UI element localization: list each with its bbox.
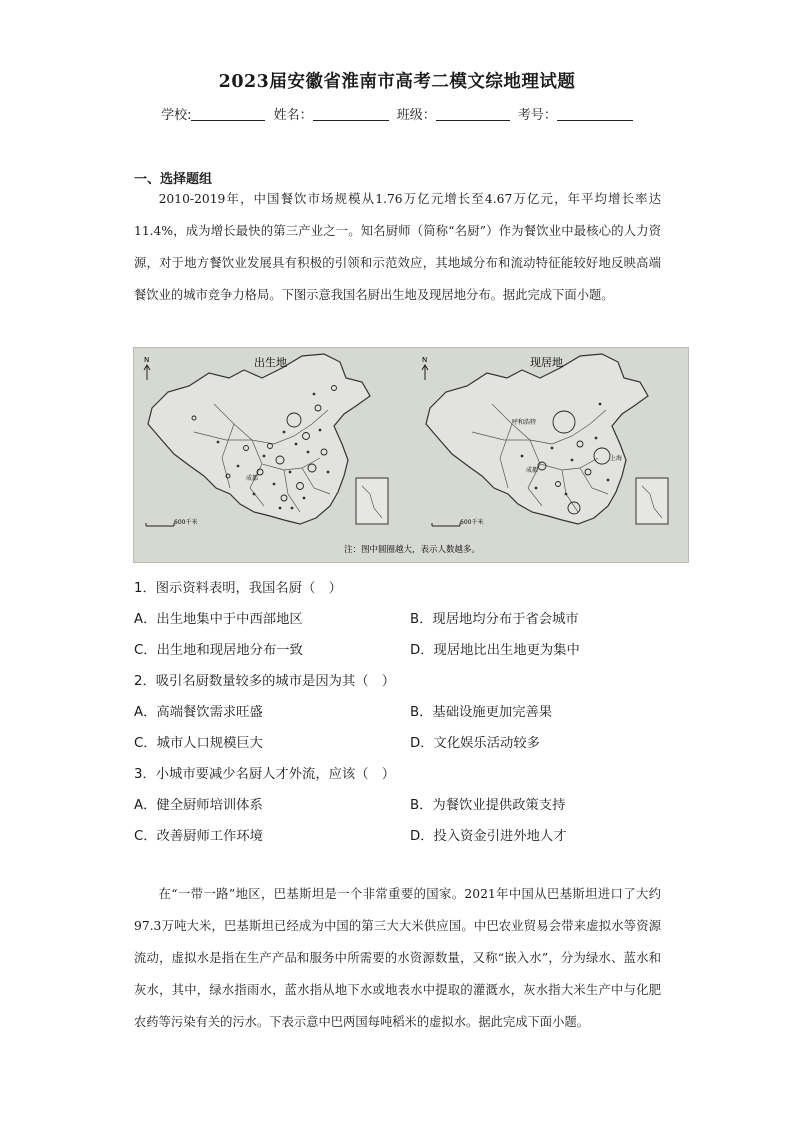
question-3-stem: 3．小城市要减少名厨人才外流，应该（ ）	[134, 767, 396, 782]
question-2-option-a[interactable]: A．高端餐饮需求旺盛	[134, 705, 263, 720]
student-info-line	[0, 104, 794, 123]
question-1-option-b[interactable]: B．现居地均分布于省会城市	[410, 612, 579, 627]
right-map-title: 现居地	[530, 356, 563, 369]
section-title: 一、选择题组	[134, 172, 213, 187]
scale-bar-left	[146, 523, 174, 526]
scale-bar-right	[432, 523, 460, 526]
question-1-stem: 1．图示资料表明，我国名厨（ ）	[134, 581, 342, 596]
passage-1: 2010-2019年，中国餐饮市场规模从1.76万亿元增长至4.67万亿元，年平均增长率达11.4%，成为增长最快的第三产业之一。知名厨师（简称“名厨”）作为餐饮业中最核心的人力资源，对于地方餐饮业发展具有积极的引领和示范效应，其地域分布和流动特征能较好地反映高端餐饮业的城市竞争力格局。下图示意我国名厨出生地及现居地分布。据此完成下面小题。	[134, 192, 661, 302]
north-label-left: N	[144, 356, 150, 364]
question-1-option-c[interactable]: C．出生地和现居地分布一致	[134, 643, 303, 658]
right-label-shanghai: 上海	[610, 455, 623, 462]
question-1-option-d[interactable]: D．现居地比出生地更为集中	[410, 643, 580, 658]
examno-label: 考号：	[517, 108, 557, 123]
question-2-option-c[interactable]: C．城市人口规模巨大	[134, 736, 263, 751]
class-label: 班级：	[396, 108, 436, 123]
examno-field	[518, 104, 633, 123]
school-blank[interactable]	[191, 106, 265, 121]
figure-note: 注：图中圆圈越大，表示人数越多。	[344, 545, 481, 555]
map-figure	[133, 347, 689, 563]
question-2-option-d[interactable]: D．文化娱乐活动较多	[410, 736, 540, 751]
left-label-chengdu: 成都	[246, 475, 259, 482]
examno-blank[interactable]	[557, 106, 633, 121]
north-arrow-left-icon	[144, 365, 150, 380]
question-1-option-a[interactable]: A．出生地集中于中西部地区	[134, 612, 303, 627]
name-field	[274, 104, 389, 123]
question-2-stem: 2．吸引名厨数量较多的城市是因为其（ ）	[134, 674, 396, 689]
scale-label-right: 600千米	[460, 519, 484, 526]
school-label: 学校:	[161, 108, 192, 123]
china-distribution-maps	[134, 348, 688, 562]
question-3-option-c[interactable]: C．改善厨师工作环境	[134, 829, 263, 844]
name-label: 姓名：	[273, 108, 313, 123]
school-field	[161, 104, 265, 123]
class-blank[interactable]	[436, 106, 510, 121]
north-arrow-right-icon	[422, 365, 428, 380]
class-field	[397, 104, 510, 123]
right-label-hohhot: 呼和浩特	[512, 419, 537, 426]
left-map-title: 出生地	[254, 356, 287, 369]
right-label-chengdu: 成都	[526, 467, 539, 474]
question-2-option-b[interactable]: B．基础设施更加完善果	[410, 705, 553, 720]
china-outline-left	[148, 354, 370, 524]
exam-title: 2023届安徽省淮南市高考二模文综地理试题	[218, 72, 576, 92]
scale-label-left: 600千米	[174, 519, 198, 526]
name-blank[interactable]	[313, 106, 389, 121]
china-outline-right	[426, 354, 648, 524]
birthplace-map	[144, 354, 388, 526]
question-3-option-b[interactable]: B．为餐饮业提供政策支持	[410, 798, 566, 813]
question-3-option-d[interactable]: D．投入资金引进外地人才	[410, 829, 567, 844]
question-3-option-a[interactable]: A．健全厨师培训体系	[134, 798, 263, 813]
passage-2: 在“一带一路”地区，巴基斯坦是一个非常重要的国家。2021年中国从巴基斯坦进口了大约97.3万吨大米，巴基斯坦已经成为中国的第三大大米供应国。中巴农业贸易会带来虚拟水等资源流动，虚拟水是指在生产产品和服务中所需要的水资源数量，又称“嵌入水”，分为绿水、蓝水和灰水，其中，绿水指雨水，蓝水指从地下水或地表水中提取的灌溉水，灰水指大米生产中与化肥农药等污染有关的污水。下表示意中巴两国每吨稻米的虚拟水。据此完成下面小题。	[134, 887, 661, 1029]
north-label-right: N	[422, 356, 428, 364]
residence-map	[422, 354, 668, 526]
